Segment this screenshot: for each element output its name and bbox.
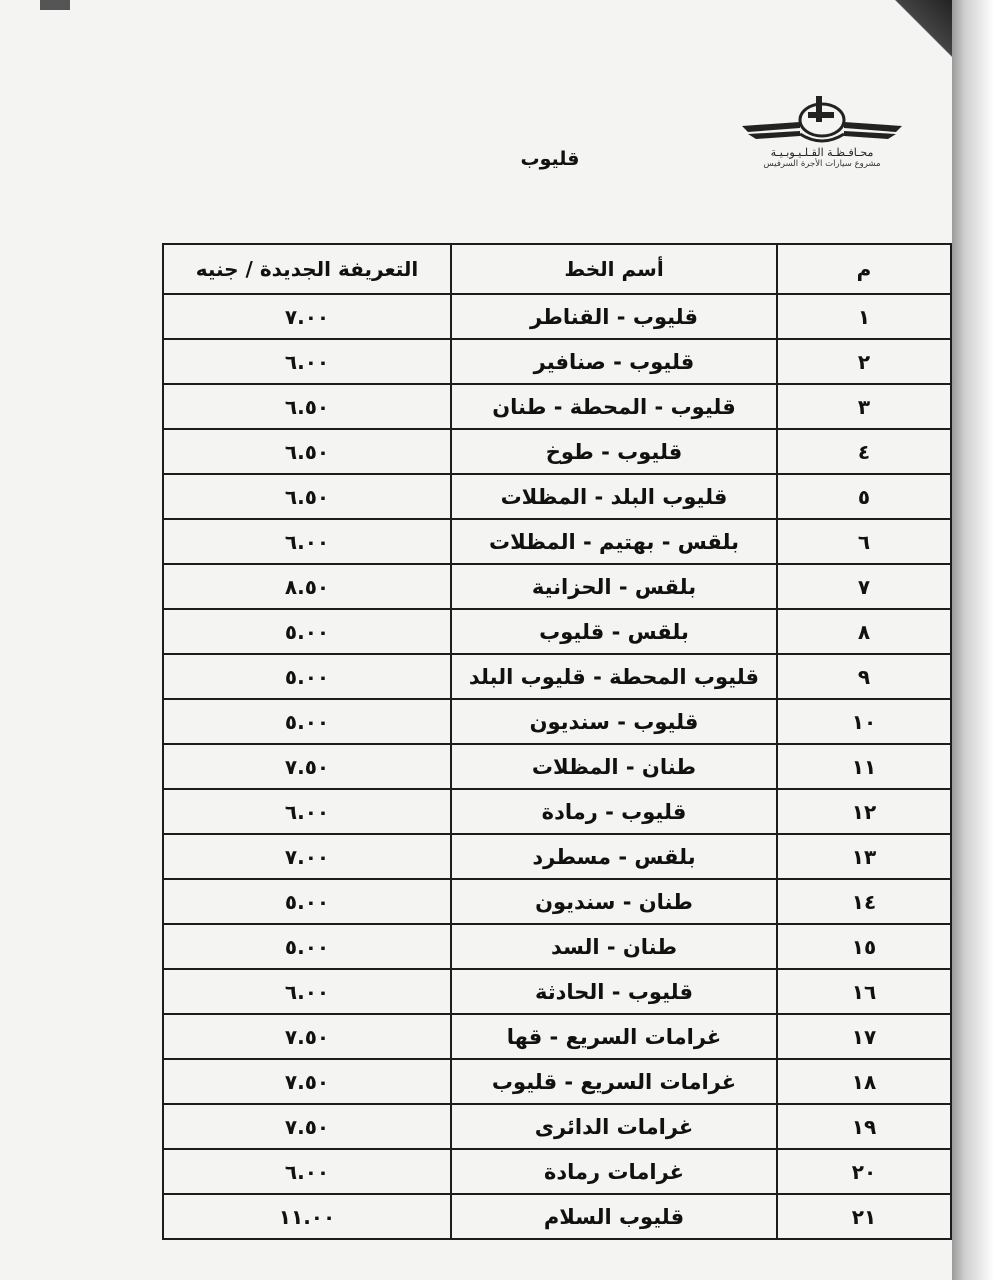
table-row [163, 879, 951, 924]
header-number: م [777, 244, 951, 294]
row-number: ١٥ [777, 924, 951, 969]
row-number: ١٩ [777, 1104, 951, 1149]
fare-cell: ٦.٠٠ [163, 339, 451, 384]
row-number: ٩ [777, 654, 951, 699]
table-row [163, 1059, 951, 1104]
line-name-cell: غرامات السريع - قها [451, 1014, 777, 1059]
table-row [163, 429, 951, 474]
fare-cell: ٦.٥٠ [163, 384, 451, 429]
row-number: ٢ [777, 339, 951, 384]
line-name-cell: قليوب - رمادة [451, 789, 777, 834]
fare-cell: ٦.٠٠ [163, 1149, 451, 1194]
line-name-cell: طنان - سنديون [451, 879, 777, 924]
table-row [163, 609, 951, 654]
row-number: ٦ [777, 519, 951, 564]
fare-cell: ٦.٠٠ [163, 969, 451, 1014]
line-name-cell: غرامات رمادة [451, 1149, 777, 1194]
fare-cell: ١١.٠٠ [163, 1194, 451, 1239]
row-number: ١٧ [777, 1014, 951, 1059]
fare-cell: ٧.٥٠ [163, 1104, 451, 1149]
row-number: ١٢ [777, 789, 951, 834]
table-row [163, 384, 951, 429]
table-row [163, 789, 951, 834]
row-number: ٤ [777, 429, 951, 474]
line-name-cell: قليوب - القناطر [451, 294, 777, 339]
line-name-cell: قليوب - الحادثة [451, 969, 777, 1014]
fare-cell: ٧.٠٠ [163, 294, 451, 339]
table-row [163, 699, 951, 744]
line-name-cell: غرامات الدائرى [451, 1104, 777, 1149]
row-number: ٢٠ [777, 1149, 951, 1194]
fare-cell: ٥.٠٠ [163, 879, 451, 924]
fare-cell: ٦.٠٠ [163, 519, 451, 564]
fare-table [162, 243, 952, 1240]
row-number: ١٨ [777, 1059, 951, 1104]
table-row [163, 654, 951, 699]
fare-cell: ٨.٥٠ [163, 564, 451, 609]
fare-cell: ٥.٠٠ [163, 924, 451, 969]
table-row [163, 924, 951, 969]
table-row [163, 294, 951, 339]
line-name-cell: بلقس - الحزانية [451, 564, 777, 609]
fare-cell: ٧.٠٠ [163, 834, 451, 879]
line-name-cell: بلقس - مسطرد [451, 834, 777, 879]
header-line-name: أسم الخط [451, 244, 777, 294]
header-fare: التعريفة الجديدة / جنيه [163, 244, 451, 294]
fare-cell: ٧.٥٠ [163, 1014, 451, 1059]
fare-cell: ٥.٠٠ [163, 654, 451, 699]
table-row [163, 834, 951, 879]
line-name-cell: قليوب السلام [451, 1194, 777, 1239]
line-name-cell: قليوب البلد - المظلات [451, 474, 777, 519]
row-number: ١٦ [777, 969, 951, 1014]
page-title: قليوب [520, 148, 580, 170]
line-name-cell: قليوب - المحطة - طنان [451, 384, 777, 429]
table-row [163, 1014, 951, 1059]
row-number: ٥ [777, 474, 951, 519]
table-row [163, 744, 951, 789]
row-number: ٣ [777, 384, 951, 429]
line-name-cell: بلقس - بهتيم - المظلات [451, 519, 777, 564]
line-name-cell: قليوب - سنديون [451, 699, 777, 744]
logo-governorate-text: محـافـظـة القـلـيـوبـيـة [770, 146, 874, 159]
line-name-cell: قليوب - طوخ [451, 429, 777, 474]
fare-cell: ٧.٥٠ [163, 744, 451, 789]
logo-project-text: مشروع سيارات الأجرة السرفيس [763, 159, 881, 169]
line-name-cell: غرامات السريع - قليوب [451, 1059, 777, 1104]
row-number: ١٣ [777, 834, 951, 879]
table-row [163, 339, 951, 384]
table-row [163, 564, 951, 609]
line-name-cell: قليوب - صنافير [451, 339, 777, 384]
table-row [163, 1149, 951, 1194]
fare-cell: ٦.٥٠ [163, 474, 451, 519]
table-row [163, 969, 951, 1014]
table-row [163, 1104, 951, 1149]
corner-mark [40, 0, 70, 10]
row-number: ٨ [777, 609, 951, 654]
row-number: ٢١ [777, 1194, 951, 1239]
fare-cell: ٦.٠٠ [163, 789, 451, 834]
table-row [163, 474, 951, 519]
line-name-cell: قليوب المحطة - قليوب البلد [451, 654, 777, 699]
line-name-cell: طنان - السد [451, 924, 777, 969]
row-number: ١ [777, 294, 951, 339]
row-number: ١٤ [777, 879, 951, 924]
table-row [163, 519, 951, 564]
row-number: ١١ [777, 744, 951, 789]
fare-cell: ٥.٠٠ [163, 699, 451, 744]
row-number: ١٠ [777, 699, 951, 744]
folded-corner [872, 0, 952, 80]
line-name-cell: بلقس - قليوب [451, 609, 777, 654]
table-row [163, 1194, 951, 1239]
page-edge-shadow [952, 0, 994, 1280]
line-name-cell: طنان - المظلات [451, 744, 777, 789]
table-header-row [163, 244, 951, 294]
fare-cell: ٦.٥٠ [163, 429, 451, 474]
fare-cell: ٧.٥٠ [163, 1059, 451, 1104]
row-number: ٧ [777, 564, 951, 609]
fare-cell: ٥.٠٠ [163, 609, 451, 654]
